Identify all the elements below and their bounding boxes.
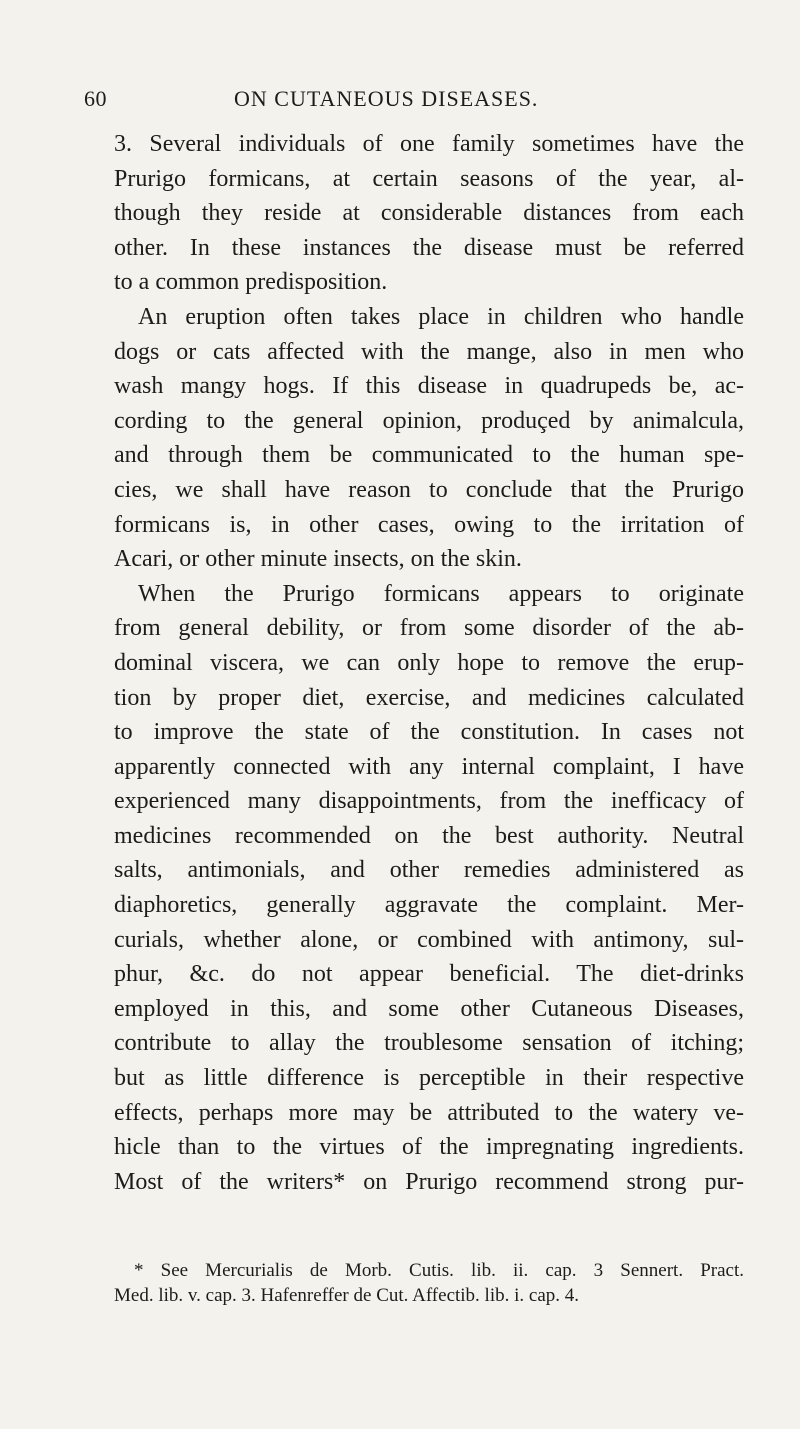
text-line: to improve the state of the constitution. In cases not — [114, 719, 744, 746]
text-line: apparently connected with any internal complaint, I have — [114, 753, 744, 780]
text-line: curials, whether alone, or combined with antimony, sul- — [114, 926, 744, 953]
text-line: though they reside at considerable distances from each — [114, 200, 744, 227]
footnote-line: * See Mercurialis de Morb. Cutis. lib. ii. cap. 3 Sennert. Pract. — [134, 1260, 744, 1281]
text-line: medicines recommended on the best authority. Neutral — [114, 822, 744, 849]
text-line: Acari, or other minute insects, on the skin. — [114, 546, 522, 573]
footnote — [114, 1258, 744, 1308]
text-line: phur, &c. do not appear beneficial. The diet-drinks — [114, 961, 744, 988]
text-line: wash mangy hogs. If this disease in quadrupeds be, ac- — [114, 373, 744, 400]
text-line: contribute to allay the troublesome sensation of itching; — [114, 1030, 744, 1057]
text-line: formicans is, in other cases, owing to the irritation of — [114, 511, 744, 538]
text-line: experienced many disappointments, from the inefficacy of — [114, 788, 744, 815]
text-line: Prurigo formicans, at certain seasons of the year, al- — [114, 165, 744, 192]
running-title: ON CUTANEOUS DISEASES. — [234, 86, 539, 111]
text-line: 3. Several individuals of one family sometimes have the — [114, 131, 744, 157]
text-line: from general debility, or from some disorder of the ab- — [114, 615, 744, 642]
text-line: to a common predisposition. — [114, 269, 388, 296]
text-line: When the Prurigo formicans appears to originate — [138, 580, 744, 607]
page-number: 60 — [84, 86, 107, 111]
text-line: salts, antimonials, and other remedies administered as — [114, 857, 744, 884]
text-line: An eruption often takes place in children who handle — [138, 303, 744, 330]
text-line: and through them be communicated to the human spe- — [114, 442, 744, 469]
text-line: cies, we shall have reason to conclude that the Prurigo — [114, 476, 744, 503]
text-line: dominal viscera, we can only hope to remove the erup- — [114, 649, 744, 676]
text-line: but as little difference is perceptible in their respective — [114, 1065, 744, 1092]
text-line: dogs or cats affected with the mange, also in men who — [114, 338, 744, 365]
footnote-line: Med. lib. v. cap. 3. Hafenreffer de Cut. Affectib. lib. i. cap. 4. — [114, 1285, 580, 1306]
text-line: hicle than to the virtues of the impregnating ingredients. — [114, 1134, 744, 1161]
text-line: effects, perhaps more may be attributed to the watery ve- — [114, 1099, 744, 1126]
text-line: cording to the general opinion, produçed by animalcula, — [114, 407, 744, 434]
text-line: other. In these instances the disease must be referred — [114, 234, 744, 261]
text-line: Most of the writers* on Prurigo recommend strong pur- — [114, 1168, 744, 1195]
text-line: employed in this, and some other Cutaneous Diseases, — [114, 995, 744, 1022]
text-line: tion by proper diet, exercise, and medicines calculated — [114, 684, 744, 711]
text-line: diaphoretics, generally aggravate the complaint. Mer- — [114, 892, 744, 919]
running-header — [84, 86, 719, 116]
body-text — [114, 127, 744, 1199]
